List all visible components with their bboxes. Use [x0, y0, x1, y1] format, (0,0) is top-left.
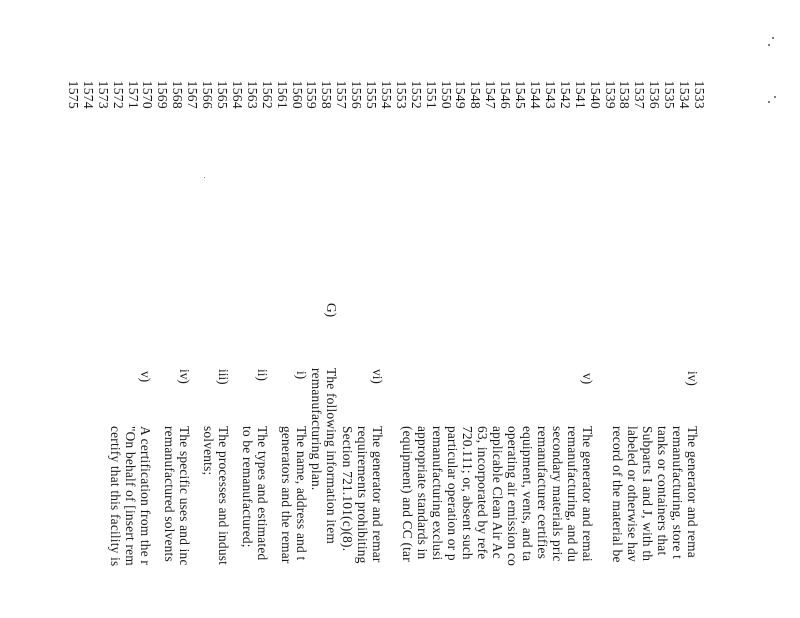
- line-number: 1537: [632, 80, 648, 109]
- paragraph-v-line-3: secondary materials pric: [550, 426, 565, 562]
- paragraph-ii-line-2: to be remanufactured;: [240, 426, 255, 548]
- line-number: 1554: [378, 80, 394, 109]
- line-number: 1564: [229, 80, 245, 109]
- line-number: 1534: [677, 80, 693, 109]
- paragraph-vi-line-2: requirements prohibiting: [355, 426, 370, 564]
- line-number: 1565: [215, 80, 230, 109]
- paragraph-v2-line-1: A certification from the r: [138, 426, 153, 566]
- scan-speck: [774, 96, 776, 98]
- line-number: 1553: [393, 80, 409, 109]
- paragraph-i-line-1: The name, address and t: [294, 426, 309, 561]
- line-number: 1568: [170, 80, 186, 109]
- line-number: 1535: [662, 80, 678, 109]
- paragraph-v-line-2: remanufacturing, and du: [565, 426, 580, 562]
- item-marker-v: v): [580, 373, 595, 385]
- line-number: 1571: [125, 80, 141, 109]
- item-marker-iv-2: iv): [177, 369, 192, 384]
- paragraph-v-line-6: operating air emission co: [505, 426, 520, 566]
- line-number: 1567: [185, 80, 201, 109]
- item-marker-i: i): [294, 371, 309, 380]
- item-marker-iii: iii): [216, 369, 231, 385]
- paragraph-ii-line-1: The types and estimated: [255, 426, 270, 561]
- line-number: 1575: [65, 80, 81, 109]
- line-number: 1540: [587, 80, 603, 109]
- item-marker-v-2: v): [138, 371, 153, 383]
- paragraph-vi-line-3: Section 721.101(c)(8).: [340, 426, 355, 552]
- scan-speck: [204, 177, 205, 178]
- paragraph-vi-line-1: The generator and remar: [370, 426, 385, 563]
- line-number: 1544: [528, 80, 544, 109]
- line-number: 1570: [140, 80, 156, 109]
- paragraph-i-line-2: generators and the remar: [279, 426, 294, 564]
- paragraph-v-line-7: applicable Clean Air Ac: [490, 426, 505, 559]
- paragraph-v-line-1: The generator and remai: [580, 426, 595, 562]
- line-number: 1552: [408, 80, 424, 109]
- item-marker-iv: iv): [685, 371, 700, 386]
- paragraph-G-line-2: remanufacturing plan.: [309, 368, 324, 491]
- paragraph-v-line-10: particular operation or p: [445, 426, 460, 561]
- paragraph-G-line-1: The following information item: [324, 368, 339, 544]
- line-number: 1541: [572, 80, 588, 109]
- line-number: 1536: [647, 80, 663, 109]
- paragraph-iv2-line-2: remanufactured solvents: [162, 426, 177, 562]
- paragraph-v-line-12: appropriate standards in: [415, 426, 430, 560]
- paragraph-v-line-5: equipment, vents, and ta: [520, 426, 535, 562]
- paragraph-iv-line-3: tanks or containers that: [655, 426, 670, 556]
- line-number: 1549: [453, 80, 469, 109]
- line-number: 1555: [364, 80, 380, 109]
- line-number: 1533: [692, 80, 707, 109]
- line-number: 1563: [244, 80, 260, 109]
- line-number: 1561: [274, 80, 290, 109]
- line-number: 1558: [319, 80, 335, 109]
- line-number: 1542: [557, 80, 573, 109]
- paragraph-iv-line-6: record of the material be: [610, 426, 625, 563]
- line-number: 1557: [334, 80, 350, 109]
- line-number: 1569: [155, 80, 171, 109]
- paragraph-iii-line-2: solvents;: [201, 426, 216, 476]
- paragraph-v-line-13: (equipment) and CC (tar: [400, 426, 415, 562]
- item-marker-ii: ii): [255, 369, 270, 381]
- scan-speck: [768, 44, 770, 46]
- line-number: 1560: [289, 80, 305, 109]
- paragraph-v-line-4: remanufacturer certifies: [535, 426, 550, 560]
- line-number: 1573: [95, 80, 111, 109]
- scan-speck: [772, 37, 774, 39]
- line-number-column: [65, 65, 706, 109]
- line-number: 1562: [259, 80, 275, 109]
- line-number: 1546: [498, 80, 514, 109]
- scan-speck: [768, 101, 770, 103]
- paragraph-v2-line-2: "On behalf of [insert rem: [123, 426, 138, 566]
- line-number: 1566: [200, 80, 216, 109]
- line-number: 1545: [513, 80, 529, 109]
- line-number: 1543: [542, 80, 558, 109]
- line-number: 1556: [349, 80, 365, 109]
- paragraph-iv-line-2: remanufacturing, store t: [670, 426, 685, 560]
- line-number: 1547: [483, 80, 499, 109]
- paragraph-v-line-11: remanufacturing exclusi: [430, 426, 445, 561]
- paragraph-v2-line-3: certify that this facility is: [108, 426, 123, 567]
- line-number: 1572: [110, 80, 126, 109]
- line-number: 1551: [423, 80, 439, 109]
- paragraph-iv2-line-1: The specific uses and inc: [177, 426, 192, 566]
- item-marker-G: G): [324, 303, 339, 318]
- paragraph-iv-line-1: The generator and rema: [685, 426, 700, 558]
- line-number: 1548: [468, 80, 484, 109]
- line-number: 1559: [304, 80, 320, 109]
- paragraph-iii-line-1: The processes and indust: [216, 426, 231, 566]
- paragraph-iv-line-5: labeled or otherwise hav: [625, 426, 640, 563]
- line-number: 1550: [438, 80, 454, 109]
- line-number: 1539: [602, 80, 618, 109]
- paragraph-iv-line-4: Subparts I and J, with th: [640, 426, 655, 562]
- line-number: 1538: [617, 80, 633, 109]
- line-number: 1574: [80, 80, 96, 109]
- paragraph-v-line-8: 63, incorporated by refe: [475, 426, 490, 560]
- paragraph-v-line-9: 720.111; or, absent such: [460, 426, 475, 560]
- item-marker-vi: vi): [370, 369, 385, 384]
